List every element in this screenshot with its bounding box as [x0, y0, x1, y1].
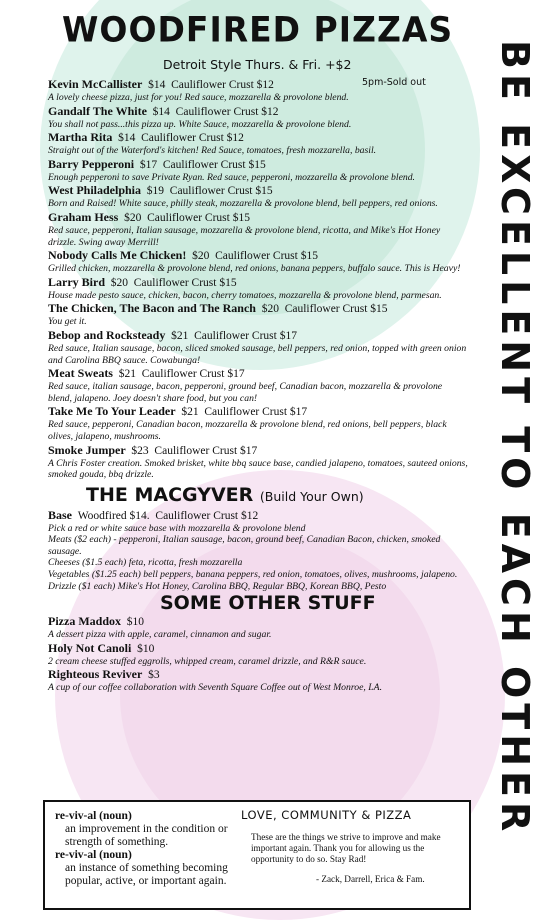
menu-item [48, 131, 468, 157]
item-name: The Chicken, The Bacon and The Ranch [48, 301, 256, 316]
item-name: Kevin McCallister [48, 77, 143, 91]
item-price: $20 [124, 211, 142, 224]
item-desc: Born and Raised! White sauce, philly steak, mozzarella & provolone blend, bell peppers, red onions. [48, 198, 438, 210]
item-price: $14 [148, 79, 166, 91]
item-name: Bebop and Rocksteady [48, 327, 166, 342]
definition-term: re-viv-al (noun) [55, 849, 132, 861]
item-desc: You get it. [48, 316, 87, 328]
item-price: $20 [110, 276, 128, 289]
item-name: Pizza Maddox [48, 614, 121, 629]
menu-title: WOODFIRED PIZZAS [62, 9, 454, 50]
macgyver-line: Cheeses ($1.5 each) feta, ricotta, fresh mozzarella [48, 557, 243, 569]
item-crust: Cauliflower Crust $17 [154, 444, 258, 457]
macgyver-title: THE MACGYVER [86, 483, 254, 506]
item-name: Base [48, 507, 72, 522]
menu-item [48, 78, 468, 104]
item-name: West Philadelphia [48, 183, 142, 198]
item-price: $10 [137, 642, 155, 655]
item-desc: A dessert pizza with apple, caramel, cinnamon and sugar. [48, 629, 272, 641]
item-name: Smoke Jumper [48, 442, 126, 457]
item-name: Nobody Calls Me Chicken! [48, 248, 187, 263]
menu-item [48, 158, 468, 184]
item-crust: Cauliflower Crust $12 [141, 132, 244, 145]
menu-item [48, 642, 468, 668]
macgyver-line: Meats ($2 each) - pepperoni, Italian sausage, bacon, ground beef, Canadian Bacon, chicken, smoked sausage. [48, 534, 441, 557]
love-signature: - Zack, Darrell, Erica & Fam. [316, 874, 425, 884]
item-crust: Cauliflower Crust $12 [155, 509, 259, 522]
item-crust: Cauliflower Crust $15 [147, 211, 250, 224]
item-price: $21 [181, 406, 199, 419]
revival-definition [55, 810, 245, 888]
item-desc: House made pesto sauce, chicken, bacon, cherry tomatoes, mozzarella & provolone blend, parmesan. [48, 289, 442, 301]
macgyver-line: Pick a red or white sauce base with mozzarella & provolone blend [48, 522, 306, 534]
item-desc: A Chris Foster creation. Smoked brisket, white bbq sauce base, candied jalapeno, tomatoes, sauteed onions, smoked gouda, bbq drizzle. [48, 457, 468, 481]
menu-item [48, 615, 468, 641]
menu-item [48, 329, 468, 366]
menu-item [48, 211, 468, 248]
item-name: Graham Hess [48, 209, 119, 224]
definition-sense: an improvement in the condition or strength of something. [65, 823, 228, 848]
item-price: $21 [118, 368, 136, 381]
menu-item [48, 444, 468, 481]
item-crust: Cauliflower Crust $12 [171, 79, 274, 91]
menu-item [48, 249, 468, 275]
item-name: Holy Not Canoli [48, 640, 132, 655]
item-crust: Cauliflower Crust $17 [204, 406, 308, 419]
footer-box [43, 800, 471, 910]
item-price: $14 [152, 105, 170, 118]
soldout-note: 5pm-Sold out [362, 77, 426, 88]
item-price: $20 [261, 303, 279, 316]
item-price: $19 [146, 185, 165, 198]
item-name: Larry Bird [48, 274, 105, 289]
menu-items [48, 78, 468, 695]
macgyver-item [48, 509, 468, 593]
item-desc: Enough pepperoni to save Private Ryan. Red sauce, pepperoni, mozzarella & provolone blend. [48, 171, 415, 183]
item-crust: Cauliflower Crust $15 [215, 250, 318, 263]
item-desc: Straight out of the Waterford's kitchen! Red Sauce, tomatoes, fresh mozzarella, basil. [48, 145, 377, 157]
item-name: Gandalf The White [48, 103, 147, 118]
item-name: Barry Pepperoni [48, 156, 135, 171]
menu-item [48, 105, 468, 131]
item-crust: Cauliflower Crust $15 [284, 303, 388, 316]
item-desc: Red sauce, pepperoni, Canadian bacon, mozzarella & provolone blend, red onions, bell peppers, black olives, jalapeno, mushrooms. [48, 419, 447, 442]
item-desc: 2 cream cheese stuffed eggrolls, whipped cream, caramel drizzle, and R&R sauce. [48, 655, 367, 667]
item-price: $14 [118, 132, 136, 145]
item-price: $23 [131, 444, 149, 457]
item-desc: A cup of our coffee collaboration with Seventh Square Coffee out of West Monroe, LA. [48, 682, 382, 694]
menu-item [48, 276, 468, 302]
item-name: Martha Rita [48, 130, 113, 145]
item-desc: Grilled chicken, mozzarella & provolone blend, red onions, banana peppers, buffalo sauce. This is Heavy! [48, 263, 461, 275]
item-crust: Cauliflower Crust $12 [175, 105, 279, 118]
item-desc: A lovely cheese pizza, just for you! Red sauce, mozzarella & provolone blend. [48, 92, 349, 103]
item-desc: Red sauce, Italian sausage, bacon, sliced smoked sausage, bell peppers, red onion, topped with green onion and Carolina BBQ sauce. Cowabunga! [48, 342, 467, 366]
macgyver-heading [86, 483, 468, 509]
other-stuff-heading: SOME OTHER STUFF [160, 592, 376, 615]
definition-sense: an instance of something becoming popular, active, or important again. [65, 862, 228, 887]
love-title: LOVE, COMMUNITY & PIZZA [241, 808, 412, 822]
item-price: $3 [148, 669, 160, 682]
item-crust: Cauliflower Crust $17 [194, 329, 297, 342]
love-community-note [241, 808, 466, 884]
item-name: Righteous Reviver [48, 667, 143, 682]
macgyver-line: Drizzle ($1 each) Mike's Hot Honey, Carolina BBQ, Regular BBQ, Korean BBQ, Pesto [48, 580, 387, 592]
item-desc: You shall not pass...this pizza up. White Sauce, mozzarella & provolone blend. [48, 118, 352, 130]
item-crust: Cauliflower Crust $15 [162, 158, 266, 171]
item-price: $10 [126, 616, 144, 629]
side-banner: BE EXCELLENT TO EACH OTHER [493, 40, 537, 837]
menu-item [48, 405, 468, 442]
menu-item [48, 184, 468, 210]
definition-term: re-viv-al (noun) [55, 810, 132, 822]
item-price: $20 [192, 250, 210, 263]
item-desc: Red sauce, pepperoni, Italian sausage, mozzarella & provolone blend, ricotta, and Mike's Hot Honey drizzle. Swing away Merrill! [48, 224, 441, 248]
item-crust: Cauliflower Crust $15 [133, 276, 237, 289]
macgyver-line: Vegetables ($1.25 each) bell peppers, banana peppers, red onion, tomatoes, olives, mushrooms, jalapeno. [48, 569, 458, 581]
item-price: $21 [171, 329, 189, 342]
macgyver-subtitle: (Build Your Own) [259, 488, 364, 504]
item-price: Woodfired $14. [77, 509, 150, 522]
macgyver-options [48, 523, 468, 593]
menu-subtitle: Detroit Style Thurs. & Fri. +$2 [163, 57, 352, 72]
menu-item [48, 367, 468, 404]
item-crust: Cauliflower Crust $15 [169, 185, 273, 198]
item-price: $17 [139, 158, 158, 171]
menu-item [48, 302, 468, 328]
love-body: These are the things we strive to improve and make important again. Thank you for allowing us the opportunity to do so. Stay Rad! [251, 832, 441, 864]
pizza-list [48, 78, 468, 481]
menu-item [48, 668, 468, 694]
item-name: Meat Sweats [48, 366, 113, 381]
item-crust: Cauliflower Crust $17 [141, 368, 245, 381]
item-name: Take Me To Your Leader [48, 404, 176, 419]
item-desc: Red sauce, italian sausage, bacon, pepperoni, ground beef, Canadian bacon, mozzarella & provolone blend, jalapeno. Joey doesn't share food, but you can! [48, 381, 443, 404]
